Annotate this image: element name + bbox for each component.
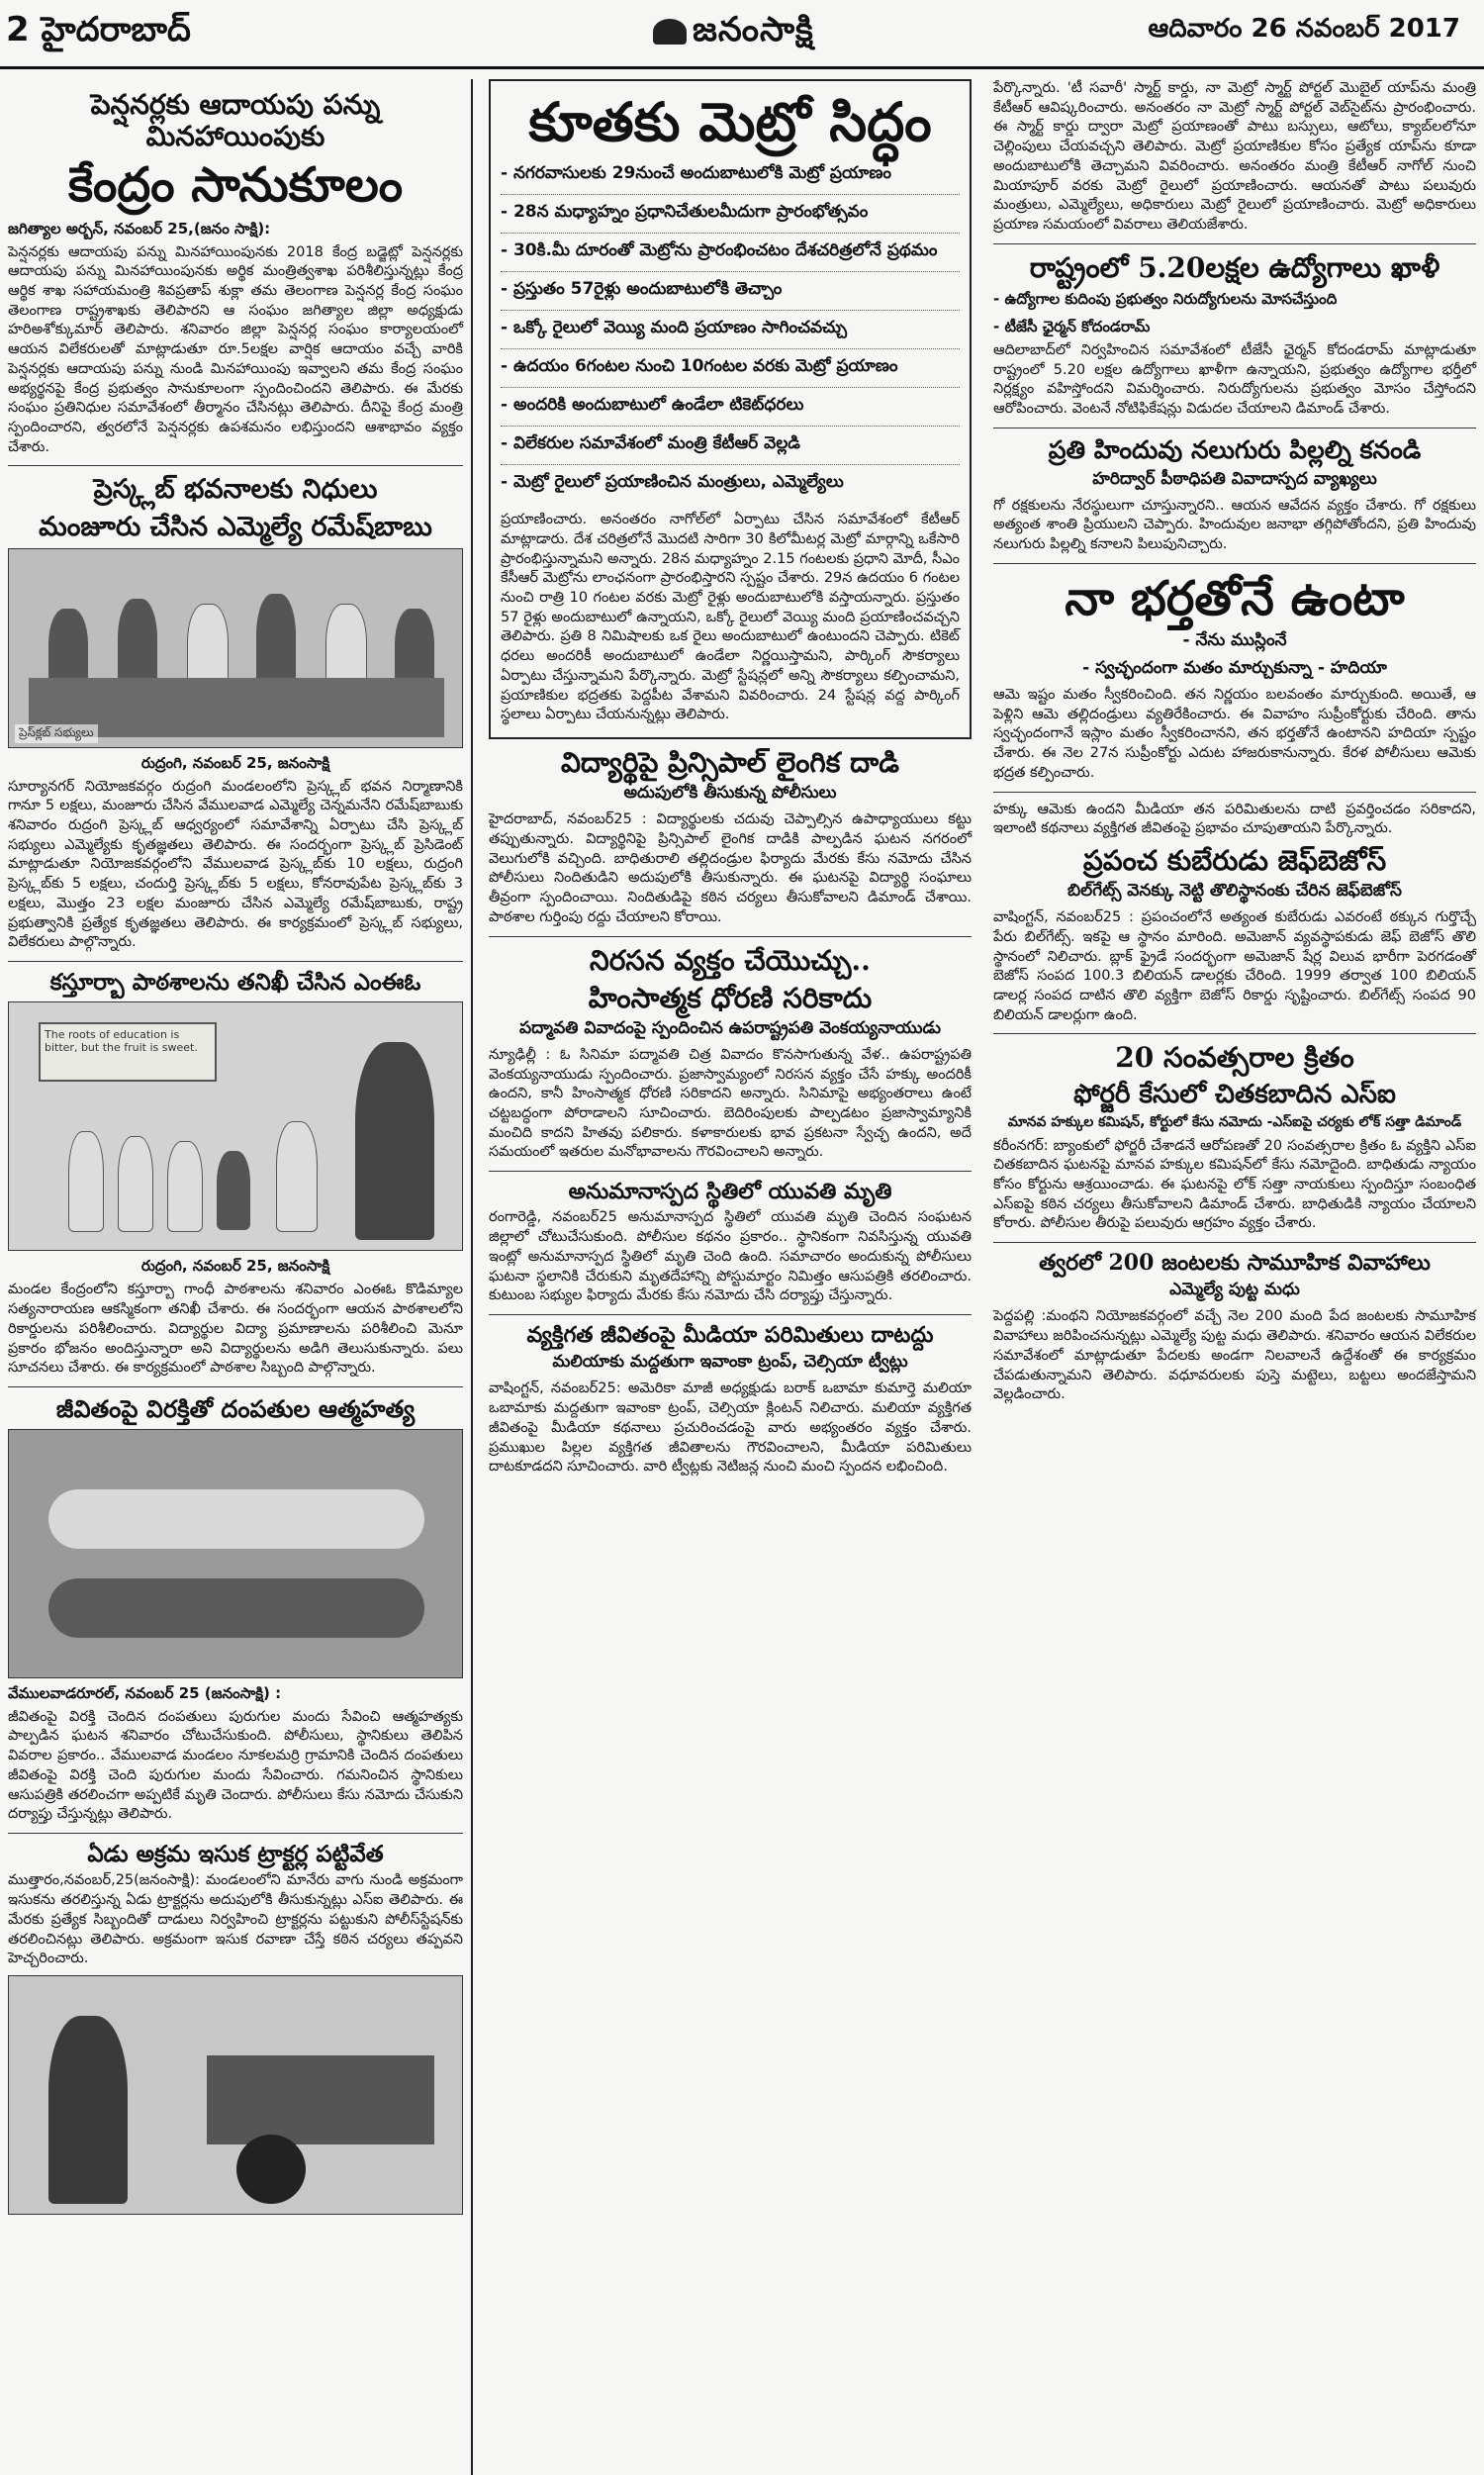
article-headline: ప్రెస్క్లబ్ భవనాలకు నిధులు	[93, 474, 378, 506]
divider	[8, 465, 463, 466]
article-hindu	[993, 436, 1476, 555]
article-subhead: మలియాకు మద్దతుగా ఇవాంకా ట్రంప్, చెల్సియా ట్వీట్లు	[552, 1352, 908, 1373]
article-dateline: జగిత్యాల అర్బన్, నవంబర్ 25,(జనం సాక్షి):	[8, 219, 271, 238]
article-dateline: రుద్రంగి, నవంబర్ 25, జనంసాక్షి	[140, 1257, 330, 1276]
article-subhead: మానవ హక్కుల కమిషన్, కోర్టులో కేసు నమోదు -ఎస్ఐపై చర్యకు లోక్ సత్తా డిమాండ్	[1007, 1113, 1462, 1130]
photo-caption: ప్రెస్‌క్లబ్ సభ్యులు	[15, 724, 98, 743]
article-body: పేర్కొన్నారు. 'టీ సవారీ' స్మార్ట్ కార్డు, నా మెట్రో స్మార్ట్ పోర్టల్ మొబైల్ యాప్‌ను మంత్రి కేటీఆర్ ఆవిష్కరించారు. అనంతరం నా మెట్రో స్మార్ట్ పోర్టల్ వెబ్‌సైట్‌ను ప్రారంభించారు. ఈ స్మార్ట్ కార్డు ద్వారా మెట్రో ప్రయాణంతో పాటు బస్సులు, ఆటోలు, క్యాబ్‌లలోనూ చెల్లింపులు చేయవచ్చని తెలిపారు. మెట్రో ప్రయాణికుల కోసం ప్రత్యేక యాప్‌ను కూడా అందుబాటులోకి తెచ్చామని వివరించారు. అనంతరం మంత్రి కేటీఆర్ నాగోల్ నుంచి మియాపూర్ వరకు మెట్రో రైలులో ప్రయాణించారు. ఆయనతో పాటు పలువురు మంత్రులు, ఎమ్మెల్యేలు, అధికారులు మెట్రో రైలులో ప్రయాణించారు. మెట్రో అధికారులు ప్రయాణ సమయంలో వివరాలు తెలియజేశారు.	[993, 80, 1476, 234]
article-subhead: అదుపులోకి తీసుకున్న పోలీసులు	[623, 783, 837, 804]
divider	[8, 961, 463, 962]
article-headline: నిరసన వ్యక్తం చేయొచ్చు..	[590, 943, 871, 977]
bullet-item: - 28న మధ్యాహ్నం ప్రధానిచేతులమీదుగా ప్రారంభోత్సవం	[501, 195, 960, 234]
article-headline: అనుమానాస్పద స్థితిలో యువతి మృతి	[568, 1179, 892, 1205]
classroom-board: The roots of education is bitter, but the fruit is sweet.	[39, 1022, 217, 1082]
divider	[993, 792, 1476, 793]
bullet-item: - అందరికి అందుబాటులో ఉండేలా టికెట్‌ధరలు	[501, 388, 960, 427]
logo-text: జనంసాక్షి	[693, 10, 814, 49]
bullet-item: - నగరవాసులకు 29నుంచే అందుబాటులోకి మెట్రో ప్రయాణం	[501, 156, 960, 195]
article-body: వాషింగ్టన్, నవంబర్25: అమెరికా మాజీ అధ్యక్షుడు బరాక్ ఒబామా కుమార్తె మలియా ఒబామాకు మద్దతుగా ఇవాంకా ట్రంప్, చెల్సియా క్లింటన్ నిలిచారు. మలియా వ్యక్తిగత జీవితంపై మీడియా కథనాలు ప్రచురించడంపై వారు అభ్యంతరం వ్యక్తం చేశారు. ప్రముఖుల పిల్లల వ్యక్తిగత జీవితాలను గౌరవించాలని, మీడియా పరిమితులు దాటకూడదని సూచించారు. వారి ట్వీట్లకు నెటిజన్ల నుంచి మంచి స్పందన లభించింది.	[489, 1380, 972, 1475]
article-sand	[8, 1842, 463, 2215]
article-bezos	[993, 845, 1476, 1026]
article-body: హైదరాబాద్, నవంబర్25 : విద్యార్థులకు చదువు చెప్పాల్సిన ఉపాధ్యాయులు కట్టు తప్పుతున్నారు. విద్యార్థినిపై ప్రిన్సిపాల్ లైంగిక దాడికి పాల్పడిన ఘటన నగరంలో వెలుగులోకి వచ్చింది. బాధితురాలి తల్లిదండ్రుల ఫిర్యాదు మేరకు కేసు నమోదు చేసిన పోలీసులు నిందితుడిని అదుపులోకి తీసుకున్నారు. ఈ ఘటనపై విద్యార్థి సంఘాలు తీవ్రంగా స్పందించాయి. నిందితుడిపై కఠిన చర్యలు తీసుకోవాలని డిమాండ్ చేశాయి. పాఠశాల గుర్తింపు రద్దు చేయాలని కోరాయి.	[489, 811, 972, 925]
article-body: ముత్తారం,నవంబర్,25(జనంసాక్షి): మండలంలోని మానేరు వాగు నుండి అక్రమంగా ఇసుకను తరలిస్తున్న ఏడు ట్రాక్టర్లను అదుపులోకి తీసుకున్నట్లు ఎస్‌ఐ తెలిపారు. ఈ మేరకు ప్రత్యేక సిబ్బందితో దాడులు నిర్వహించి ట్రాక్టర్లను పట్టుకుని పోలీస్‌స్టేషన్‌కు తరలించినట్లు తెలిపారు. అక్రమంగా ఇసుక రవాణా చేస్తే కఠిన చర్యలు తప్పవని హెచ్చరించారు.	[8, 1872, 463, 1967]
page-label: 2 హైదరాబాద్	[6, 10, 191, 49]
divider	[489, 1171, 972, 1172]
article-headline: ఏడు అక్రమ ఇసుక ట్రాక్టర్ల పట్టివేత	[87, 1840, 384, 1867]
article-subhead: - నేను ముస్లింనే	[1182, 629, 1287, 650]
article-headline: రాష్ట్రంలో 5.20లక్షల ఉద్యోగాలు ఖాళీ	[1029, 250, 1440, 284]
article-body: ఆమె ఇష్టం మతం స్వీకరించింది. తన నిర్ణయం బలవంతం మార్చుకుంది. అయితే, ఆ పెళ్లిని ఆమె తల్లిదండ్రులు వ్యతిరేకించారు. ఈ వివాహం సుప్రీంకోర్టుకు చేరింది. తాను స్వచ్ఛందంగానే ఇస్లాం మతం స్వీకరించానని, తన భర్తతోనే ఉంటానని హదియా స్పష్టం చేశారు. ఈ నెల 27న సుప్రీంకోర్టు ఎదుట హాజరుకానున్నారు. కేరళ పోలీసులు ఆమెకు భద్రత కల్పించారు.	[993, 686, 1476, 781]
article-subhead: బిల్‌గేట్స్ వెనక్కు నెట్టి తొలిస్థానంకు చేరిన జెఫ్‌బెజోస్	[1067, 881, 1402, 902]
article-headline: త్వరలో 200 జంటలకు సామూహిక వివాహాలు	[1039, 1250, 1431, 1277]
article-media-continued	[993, 801, 1476, 839]
divider	[489, 936, 972, 937]
bullet-item: - ఉద్యోగాల కుదింపు ప్రభుత్వం నిరుద్యోగులను మోసచేస్తుంది	[993, 289, 1338, 308]
article-headline: ప్రపంచ కుబేరుడు జెఫ్‌బెజోస్	[1082, 843, 1387, 877]
article-headline: విద్యార్థిపై ప్రిన్సిపాల్ లైంగిక దాడి	[561, 746, 899, 779]
bullet-item: - మెట్రో రైలులో ప్రయాణించిన మంత్రులు, ఎమ్మెల్యేలు	[501, 472, 844, 493]
article-media	[489, 1323, 972, 1477]
column-right	[985, 79, 1484, 2475]
article-headline-line2: మంజూరు చేసిన ఎమ్మెల్యే రమేష్‌బాబు	[39, 511, 432, 542]
article-headline: వ్యక్తిగత జీవితంపై మీడియా పరిమితులు దాటద్దు	[526, 1322, 934, 1349]
bullet-item: - 30కి.మీ దూరంతో మెట్రోను ప్రారంభించటం దేశచరిత్రలోనే ప్రథమం	[501, 234, 960, 272]
logo-icon	[653, 19, 687, 45]
kgbv-photo	[8, 1001, 463, 1251]
article-suspicious	[489, 1180, 972, 1306]
article-headline: ప్రతి హిందువు నలుగురు పిల్లల్ని కనండి	[1048, 434, 1422, 464]
article-jobs	[993, 252, 1476, 420]
bullet-item: - విలేకరుల సమావేశంలో మంత్రి కేటీఆర్ వెల్లడి	[501, 427, 960, 465]
article-body: పెద్దపల్లి :మంథని నియోజకవర్గంలో వచ్చే నెల 200 మంది పేద జంటలకు సామూహిక వివాహాలు జరిపించనున్నట్లు ఎమ్మెల్యే పుట్ట మధు తెలిపారు. శనివారం ఆయన విలేకరుల సమావేశంలో మాట్లాడుతూ పేదలకు అండగా నిలవాలనే ఉద్దేశంతో ఈ కార్యక్రమం చేపడుతున్నామని తెలిపారు. వధూవరులకు పుస్తె మట్టెలు, బట్టలు అందజేస్తామని వెల్లడించారు.	[993, 1308, 1476, 1403]
sand-tractor-photo	[8, 1975, 463, 2215]
issue-date: ఆదివారం 26 నవంబర్ 2017	[1148, 14, 1460, 44]
divider	[8, 1833, 463, 1834]
article-metro-continued	[993, 79, 1476, 236]
article-forgery	[993, 1042, 1476, 1234]
masthead	[0, 0, 1484, 69]
article-body: పెన్షనర్లకు ఆదాయపు పన్ను మినహాయింపునకు 2018 కేంద్ర బడ్జెట్లో పెన్షనర్లకు ఆదాయపు పన్ను మినహాయింపునకు అర్థిక మంత్రిత్వశాఖ పరిశీలిస్తున్నట్లు కేంద్ర ఆర్థిక శాఖ సహాయమంత్రి శివప్రతాప్ శుక్లా తమ తెలంగాణ పెన్షనర్ల కేంద్ర సంఘం తెలంగాణ రాష్ట్రశాఖకు తెలిపారని ఆ సంఘం జగిత్యాల జిల్లా అధ్యక్షుడు హరిఅశోక్కుమార్ తెలిపారు. శనివారం జిల్లా పెన్షనర్ల సంఘం కార్యాలయంలో ఆయన విలేకరులతో మాట్లాడుతూ రూ.5లక్షల వార్షిక ఆదాయం వచ్చే వారికి పెన్షనర్లకు ఆదాయపు పన్ను నుండి మినహాయింపు ఇవ్వాలని తమ కేంద్ర సంఘం అభ్యర్థనపై కేంద్ర ప్రభుత్వం సానుకూలంగా స్పందించిందని తెలిపారు. ఈ మేరకు సంఘం ప్రతినిధుల సమావేశంలో తీర్మానం చేసినట్లు తెలిపారు. దీనిపై కేంద్ర మంత్రి స్పందించారని, త్వరలోనే పెన్షనర్లకు ఉపశమనం లభిస్తుందని ఆశాభావం వ్యక్తం చేశారు.	[8, 243, 463, 455]
article-tax	[8, 89, 463, 457]
article-dateline: వేములవాడరూరల్, నవంబర్ 25 (జనంసాక్షి) :	[8, 1683, 282, 1702]
article-kgbv	[8, 970, 463, 1379]
divider	[8, 1386, 463, 1387]
article-body: ఆదిలాబాద్‌లో నిర్వహించిన సమావేశంలో టీజేసీ ఛైర్మన్ కోదండరామ్ మాట్లాడుతూ రాష్ట్రంలో 5.20 లక్షల ఉద్యోగాలు ఖాళీగా ఉన్నాయని, ప్రభుత్వం ఉద్యోగాల భర్తీలో నిర్లక్ష్యం వహిస్తోందని విమర్శించారు. నిరుద్యోగులను ప్రభుత్వం మోసం చేస్తోందని ఆరోపించారు. వెంటనే నోటిఫికేషన్లు విడుదల చేయాలని డిమాండ్ చేశారు.	[993, 341, 1476, 418]
article-subhead: పద్మావతి వివాదంపై స్పందించిన ఉపరాష్ట్రపతి వెంకయ్యనాయుడు	[519, 1017, 941, 1038]
article-metro	[489, 79, 972, 739]
article-suicide	[8, 1395, 463, 1825]
article-headline: కస్తూర్బా పాఠశాలను తనిఖీ చేసిన ఎంఈఓ	[49, 969, 421, 997]
bullet-item: - ప్రస్తుతం 57రైళ్లు అందుబాటులోకి తెచ్చాం	[501, 272, 960, 311]
bullet-item: - ఒక్కో రైలులో వెయ్యి మంది ప్రయాణం సాగించవచ్చు	[501, 311, 960, 349]
column-middle	[483, 79, 977, 2475]
bullet-item: - ఉదయం 6గంటల నుంచి 10గంటల వరకు మెట్రో ప్రయాణం	[501, 349, 960, 388]
article-headline-line2: ఫోర్జరీ కేసులో చితకబాదిన ఎస్ఐ	[1073, 1079, 1396, 1109]
newspaper-logo	[653, 10, 814, 57]
article-subhead: హరిద్వార్ పీఠాధిపతి వివాదాస్పద వ్యాఖ్యలు	[1092, 468, 1377, 489]
divider	[993, 563, 1476, 564]
suicide-photo	[8, 1429, 463, 1678]
article-headline: కేంద్రం సానుకూలం	[67, 157, 404, 214]
divider	[489, 1314, 972, 1315]
divider	[993, 1242, 1476, 1243]
bullet-item: - టీజేసీ ఛైర్మన్ కోదండరామ్	[993, 317, 1151, 335]
article-headline: నా భర్తతోనే ఉంటా	[1065, 570, 1405, 626]
article-subhead: ఎమ్మెల్యే పుట్ట మధు	[1169, 1280, 1300, 1300]
article-body: రంగారెడ్డి, నవంబర్25 అనుమానాస్పద స్థితిలో యువతి మృతి చెందిన సంఘటన జిల్లాలో చోటుచేసుకుంది. పోలీసుల కథనం ప్రకారం.. స్థానికంగా నివసిస్తున్న యువతి ఇంట్లో అనుమానాస్పద స్థితిలో మృతి చెంది ఉంది. సమాచారం అందుకున్న పోలీసులు ఘటనా స్థలానికి చేరుకుని మృతదేహాన్ని పోస్టుమార్టం నిమిత్తం ఆసుపత్రికి తరలించారు. కుటుంబ సభ్యుల ఫిర్యాదు మేరకు కేసు నమోదు చేసి దర్యాప్తు చేస్తున్నారు.	[489, 1209, 972, 1304]
article-body: న్యూఢిల్లీ : ఓ సినిమా పద్మావతి చిత్ర వివాదం కొనసాగుతున్న వేళ.. ఉపరాష్ట్రపతి వెంకయ్యనాయుడు స్పందించారు. ప్రజాస్వామ్యంలో నిరసన వ్యక్తం చేసే హక్కు అందరికీ ఉందని, కానీ హింసాత్మక ధోరణి సరికాదని అన్నారు. సినిమాపై అభ్యంతరాలు ఉంటే చట్టబద్ధంగా పోరాడాలని సూచించారు. బెదిరింపులకు పాల్పడటం ప్రజాస్వామ్యానికి మంచిది కాదని హితవు పలికారు. కళాకారులకు భావ ప్రకటనా స్వేచ్ఛ ఉందని, అదే సమయంలో ఇతరుల మనోభావాలను గౌరవించాలని అన్నారు.	[489, 1046, 972, 1161]
pressclub-photo	[8, 548, 463, 748]
article-body: గో రక్షకులను నేరస్థులుగా చూస్తున్నారని.. ఆయన ఆవేదన వ్యక్తం చేశారు. గో రక్షకులు అత్యంత శాంతి ప్రియులని చెప్పారు. హిందువుల జనాభా తగ్గిపోతోందని, ప్రతి హిందువు నలుగురు పిల్లల్ని కనాలని పిలుపునిచ్చారు.	[993, 497, 1476, 552]
article-principal	[489, 747, 972, 928]
article-headline: 20 సంవత్సరాల క్రితం	[1115, 1041, 1354, 1075]
article-headline: కూతకు మెట్రో సిద్ధం	[528, 90, 932, 153]
article-dateline: రుద్రంగి, నవంబర్ 25, జనంసాక్షి	[140, 753, 330, 772]
article-hadiya	[993, 572, 1476, 784]
article-weddings	[993, 1251, 1476, 1405]
article-body: వాషింగ్టన్, నవంబర్25 : ప్రపంచంలోనే అత్యంత కుబేరుడు ఎవరంటే ఠక్కున గుర్తొచ్చే పేరు బిల్‌గేట్స్. ఇకపై ఆ స్థానం మారింది. అమెజాన్ వ్యవస్థాపకుడు జెఫ్ బెజోస్ తొలి స్థానంలో నిలిచారు. బ్లాక్ ఫ్రైడే సందర్భంగా అమెజాన్ షేర్ల విలువ భారీగా పెరగడంతో బెజోస్ సంపద 100.3 బిలియన్ డాలర్లకు చేరింది. 1999 తర్వాత 100 బిలియన్ డాలర్ల సంపద దాటిన తొలి వ్యక్తిగా బెజోస్ రికార్డు సృష్టించారు. బిల్‌గేట్స్ సంపద 90 బిలియన్ డాలర్లుగా ఉంది.	[993, 909, 1476, 1023]
article-body: ప్రయాణించారు. అనంతరం నాగోల్‌లో ఏర్పాటు చేసిన సమావేశంలో కేటీఆర్ మాట్లాడారు. దేశ చరిత్రలోనే మొదటి సారిగా 30 కిలోమీటర్ల మెట్రో మార్గాన్ని ఒకేసారి ప్రారంభిస్తున్నామని అన్నారు. 28న మధ్యాహ్నం 2.15 గంటలకు ప్రధాని మోదీ, సీఎం కేసీఆర్ మెట్రోను లాంఛనంగా ప్రారంభిస్తారని స్పష్టం చేశారు. 29న ఉదయం 6 గంటల నుంచి రాత్రి 10 గంటల వరకు మెట్రో రైళ్లు అందుబాటులోకి వస్తాయన్నారు. ప్రస్తుతం 57 రైళ్లు అందుబాటులో ఉన్నాయని, ఒక్కో రైలులో వెయ్యి మంది ప్రయాణించవచ్చని తెలిపారు. ప్రతి 8 నిమిషాలకు ఒక రైలు అందుబాటులో ఉంటుందని చెప్పారు. టికెట్ ధరలు అందరికీ అందుబాటులో ఉండేలా నిర్ణయిస్తామని, పార్కింగ్ సౌకర్యాలు ఏర్పాటు చేస్తున్నామని పేర్కొన్నారు. మెట్రో స్టేషన్లలో అన్ని సౌకర్యాలు కల్పించామని, ప్రయాణికుల భద్రతకు పెద్దపీట వేశామని వివరించారు. 24 స్టేషన్ల వద్ద పార్కింగ్ స్థలాలు ఏర్పాటు చేయనున్నట్లు తెలిపారు.	[501, 512, 960, 723]
article-headline-line2: హింసాత్మక ధోరణి సరికాదు	[588, 981, 873, 1014]
article-pressclub	[8, 474, 463, 953]
article-body: మండల కేంద్రంలోని కస్తూర్బా గాంధీ పాఠశాలను శనివారం ఎంఈఓ కొడిమ్యాల సత్యనారాయణ ఆకస్మికంగా తనిఖీ చేశారు. ఈ సందర్భంగా ఆయన పాఠశాలలోని రికార్డులను పరిశీలించారు. విద్యార్థుల విద్యా ప్రమాణాలను పరిశీలించి మెనూ ప్రకారం భోజనం అందిస్తున్నారా అని విద్యార్థులను అడిగి తెలుసుకున్నారు. పలు సూచనలు చేశారు. ఈ కార్యక్రమంలో పాఠశాల సిబ్బంది పాల్గొన్నారు.	[8, 1282, 463, 1377]
article-headline: జీవితంపై విరక్తితో దంపతుల ఆత్మహత్య	[55, 1394, 416, 1424]
article-body: సూర్యానగర్ నియోజకవర్గం రుద్రంగి మండలంలోని ప్రెస్క్లబ్ భవన నిర్మాణానికి గానూ 5 లక్షలు, మంజూరు చేసిన వేములవాడ ఎమ్మెల్యే చెన్నమనేని రమేష్‌బాబుకు శనివారం రుద్రంగి ప్రెస్క్లబ్ ఆధ్వర్యంలో సమావేశాన్ని ఏర్పాటు చేసి ప్రెస్క్లబ్ సభ్యులు ఎమ్మెల్యేకు కృతజ్ఞతలు తెలిపారు. ఈ సందర్భంగా ప్రెస్క్లబ్ ప్రెసిడెంట్ మాట్లాడుతూ నియోజకవర్గంలోని వేములవాడ ప్రెస్క్లబ్‌కు 10 లక్షలు, రుద్రంగి ప్రెస్క్లబ్‌కు 5 లక్షలు, చందుర్తి ప్రెస్క్లబ్‌కు 5 లక్షలు, కోనరావుపేట ప్రెస్క్లబ్‌కు 3 లక్షలు, మొత్తం 23 లక్షల మంజూరు చేసిన ఎమ్మెల్యే రమేష్‌బాబుకు, రాష్ట్ర ప్రభుత్వానికి ప్రత్యేక కృతజ్ఞతలు తెలిపారు. ఈ కార్యక్రమంలో ప్రెస్క్లబ్ సభ్యులు, విలేకరులు పాల్గొన్నారు.	[8, 778, 463, 951]
article-kicker: పెన్షనర్లకు ఆదాయపు పన్ను మినహాయింపుకు	[90, 88, 381, 153]
article-body: జీవితంపై విరక్తి చెందిన దంపతులు పురుగుల మందు సేవించి ఆత్మహత్యకు పాల్పడిన ఘటన శనివారం చోటుచేసుకుంది. పోలీసులు, స్థానికులు తెలిపిన వివరాల ప్రకారం.. వేములవాడ మండలం నూకలమర్రి గ్రామానికి చెందిన దంపతులు జీవితంపై విరక్తి చెంది పురుగుల మందు సేవించారు. గమనించిన స్థానికులు ఆసుపత్రికి తరలించగా అప్పటికే మృతి చెందారు. పోలీసులు కేసు నమోదు చేసుకుని దర్యాప్తు చేస్తున్నట్లు తెలిపారు.	[8, 1708, 463, 1823]
divider	[993, 243, 1476, 244]
column-left	[0, 79, 473, 2475]
article-protest	[489, 945, 972, 1164]
article-body: కరీంనగర్: బ్యాంకులో ఫోర్జరీ చేశాడనే ఆరోపణతో 20 సంవత్సరాల క్రితం ఓ వ్యక్తిని ఎస్ఐ చితకబాదిన ఘటనపై మానవ హక్కుల కమిషన్‌లో కేసు నమోదైంది. బాధితుడు న్యాయం కోసం కోర్టును ఆశ్రయించాడు. ఈ ఘటనపై లోక్ సత్తా నాయకులు స్పందిస్తూ సంబంధిత ఎస్ఐపై కఠిన చర్యలు తీసుకోవాలని డిమాండ్ చేశారు. బాధితుడికి న్యాయం చేయాలని కోరారు. పోలీసుల తీరుపై పలువురు ఆగ్రహం వ్యక్తం చేశారు.	[993, 1137, 1476, 1232]
article-subhead: - స్వచ్ఛందంగా మతం మార్చుకున్నా - హదియా	[1082, 657, 1387, 678]
divider	[993, 1033, 1476, 1034]
metro-bullets	[501, 156, 960, 503]
article-body: హక్కు ఆమెకు ఉందని మీడియా తన పరిమితులను దాటి ప్రవర్తించడం సరికాదని, ఇలాంటి కథనాలు వ్యక్తిగత జీవితంపై ప్రభావం చూపుతాయని పేర్కొన్నారు.	[993, 801, 1476, 837]
